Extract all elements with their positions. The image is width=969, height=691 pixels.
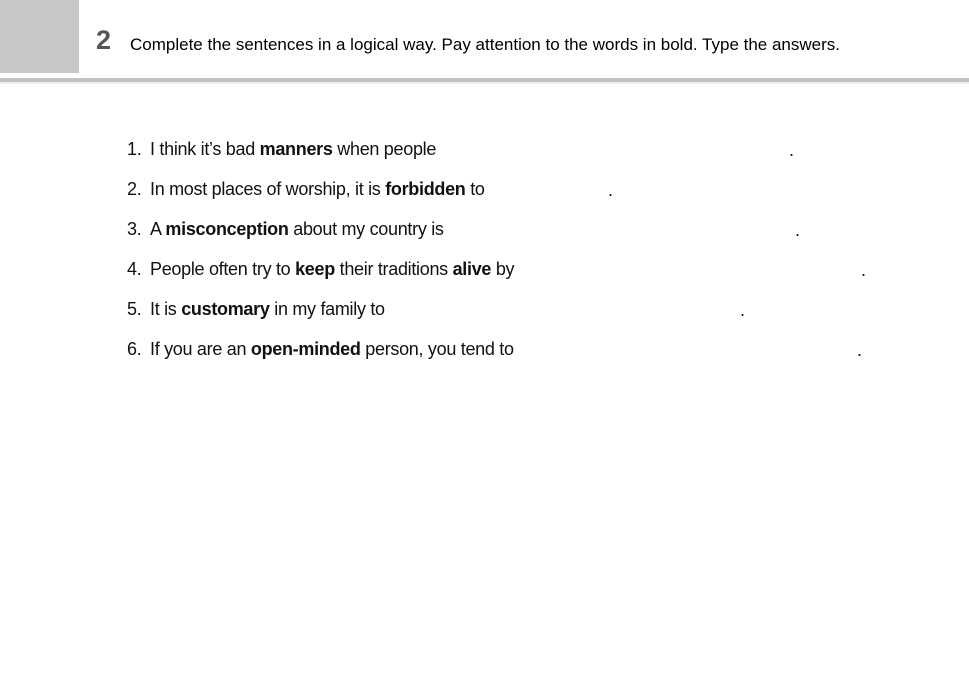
item-period-6: .	[857, 340, 863, 360]
item-text-mid: when people	[332, 139, 437, 159]
item-bold-word: open-minded	[250, 339, 361, 359]
item-text-before: It is	[150, 299, 182, 319]
item-period-3: .	[795, 220, 801, 240]
item-text-before: A	[150, 219, 166, 239]
exercise-number: 2	[96, 25, 112, 55]
sentence-item-2	[127, 177, 485, 201]
sentence-item-3	[127, 217, 444, 241]
item-text-mid: about my country is	[288, 219, 444, 239]
sentence-item-6	[127, 337, 514, 361]
item-bold-word: keep	[295, 259, 335, 279]
item-period-5: .	[740, 300, 746, 320]
answer-input-5[interactable]	[388, 300, 736, 320]
item-text-before: I think it’s bad	[150, 139, 260, 159]
item-number: 5.	[127, 299, 142, 319]
item-bold-word: customary	[181, 299, 270, 319]
sentence-item-5	[127, 297, 385, 321]
answer-input-6[interactable]	[506, 340, 854, 360]
item-text-after: by	[491, 259, 515, 279]
header-grey-block	[0, 0, 79, 73]
item-text-before: If you are an	[150, 339, 251, 359]
item-text-mid: their traditions	[334, 259, 453, 279]
sentence-item-4	[127, 257, 514, 281]
exercise-instruction: Complete the sentences in a logical way. Pay attention to the words in bold. Type the answers.	[130, 35, 840, 54]
item-text-mid: in my family to	[269, 299, 385, 319]
answer-input-3[interactable]	[443, 220, 793, 240]
item-number: 4.	[127, 259, 142, 279]
item-text-mid: to	[465, 179, 485, 199]
answer-input-4[interactable]	[514, 260, 858, 280]
item-text-mid: person, you tend to	[360, 339, 514, 359]
item-period-4: .	[861, 260, 867, 280]
exercise-header	[0, 0, 969, 80]
item-number: 2.	[127, 179, 142, 199]
answer-input-1[interactable]	[436, 140, 786, 160]
item-number: 3.	[127, 219, 142, 239]
item-number: 6.	[127, 339, 142, 359]
header-divider-shadow	[0, 82, 969, 84]
sentence-item-1	[127, 137, 436, 161]
item-period-2: .	[608, 180, 614, 200]
item-bold-word: misconception	[165, 219, 289, 239]
item-number: 1.	[127, 139, 142, 159]
item-bold-word: manners	[259, 139, 333, 159]
item-text-before: In most places of worship, it is	[150, 179, 386, 199]
item-text-before: People often try to	[150, 259, 296, 279]
item-bold-word: forbidden	[385, 179, 466, 199]
item-bold-word-2: alive	[452, 259, 492, 279]
item-period-1: .	[789, 140, 795, 160]
answer-input-2[interactable]	[486, 180, 606, 200]
